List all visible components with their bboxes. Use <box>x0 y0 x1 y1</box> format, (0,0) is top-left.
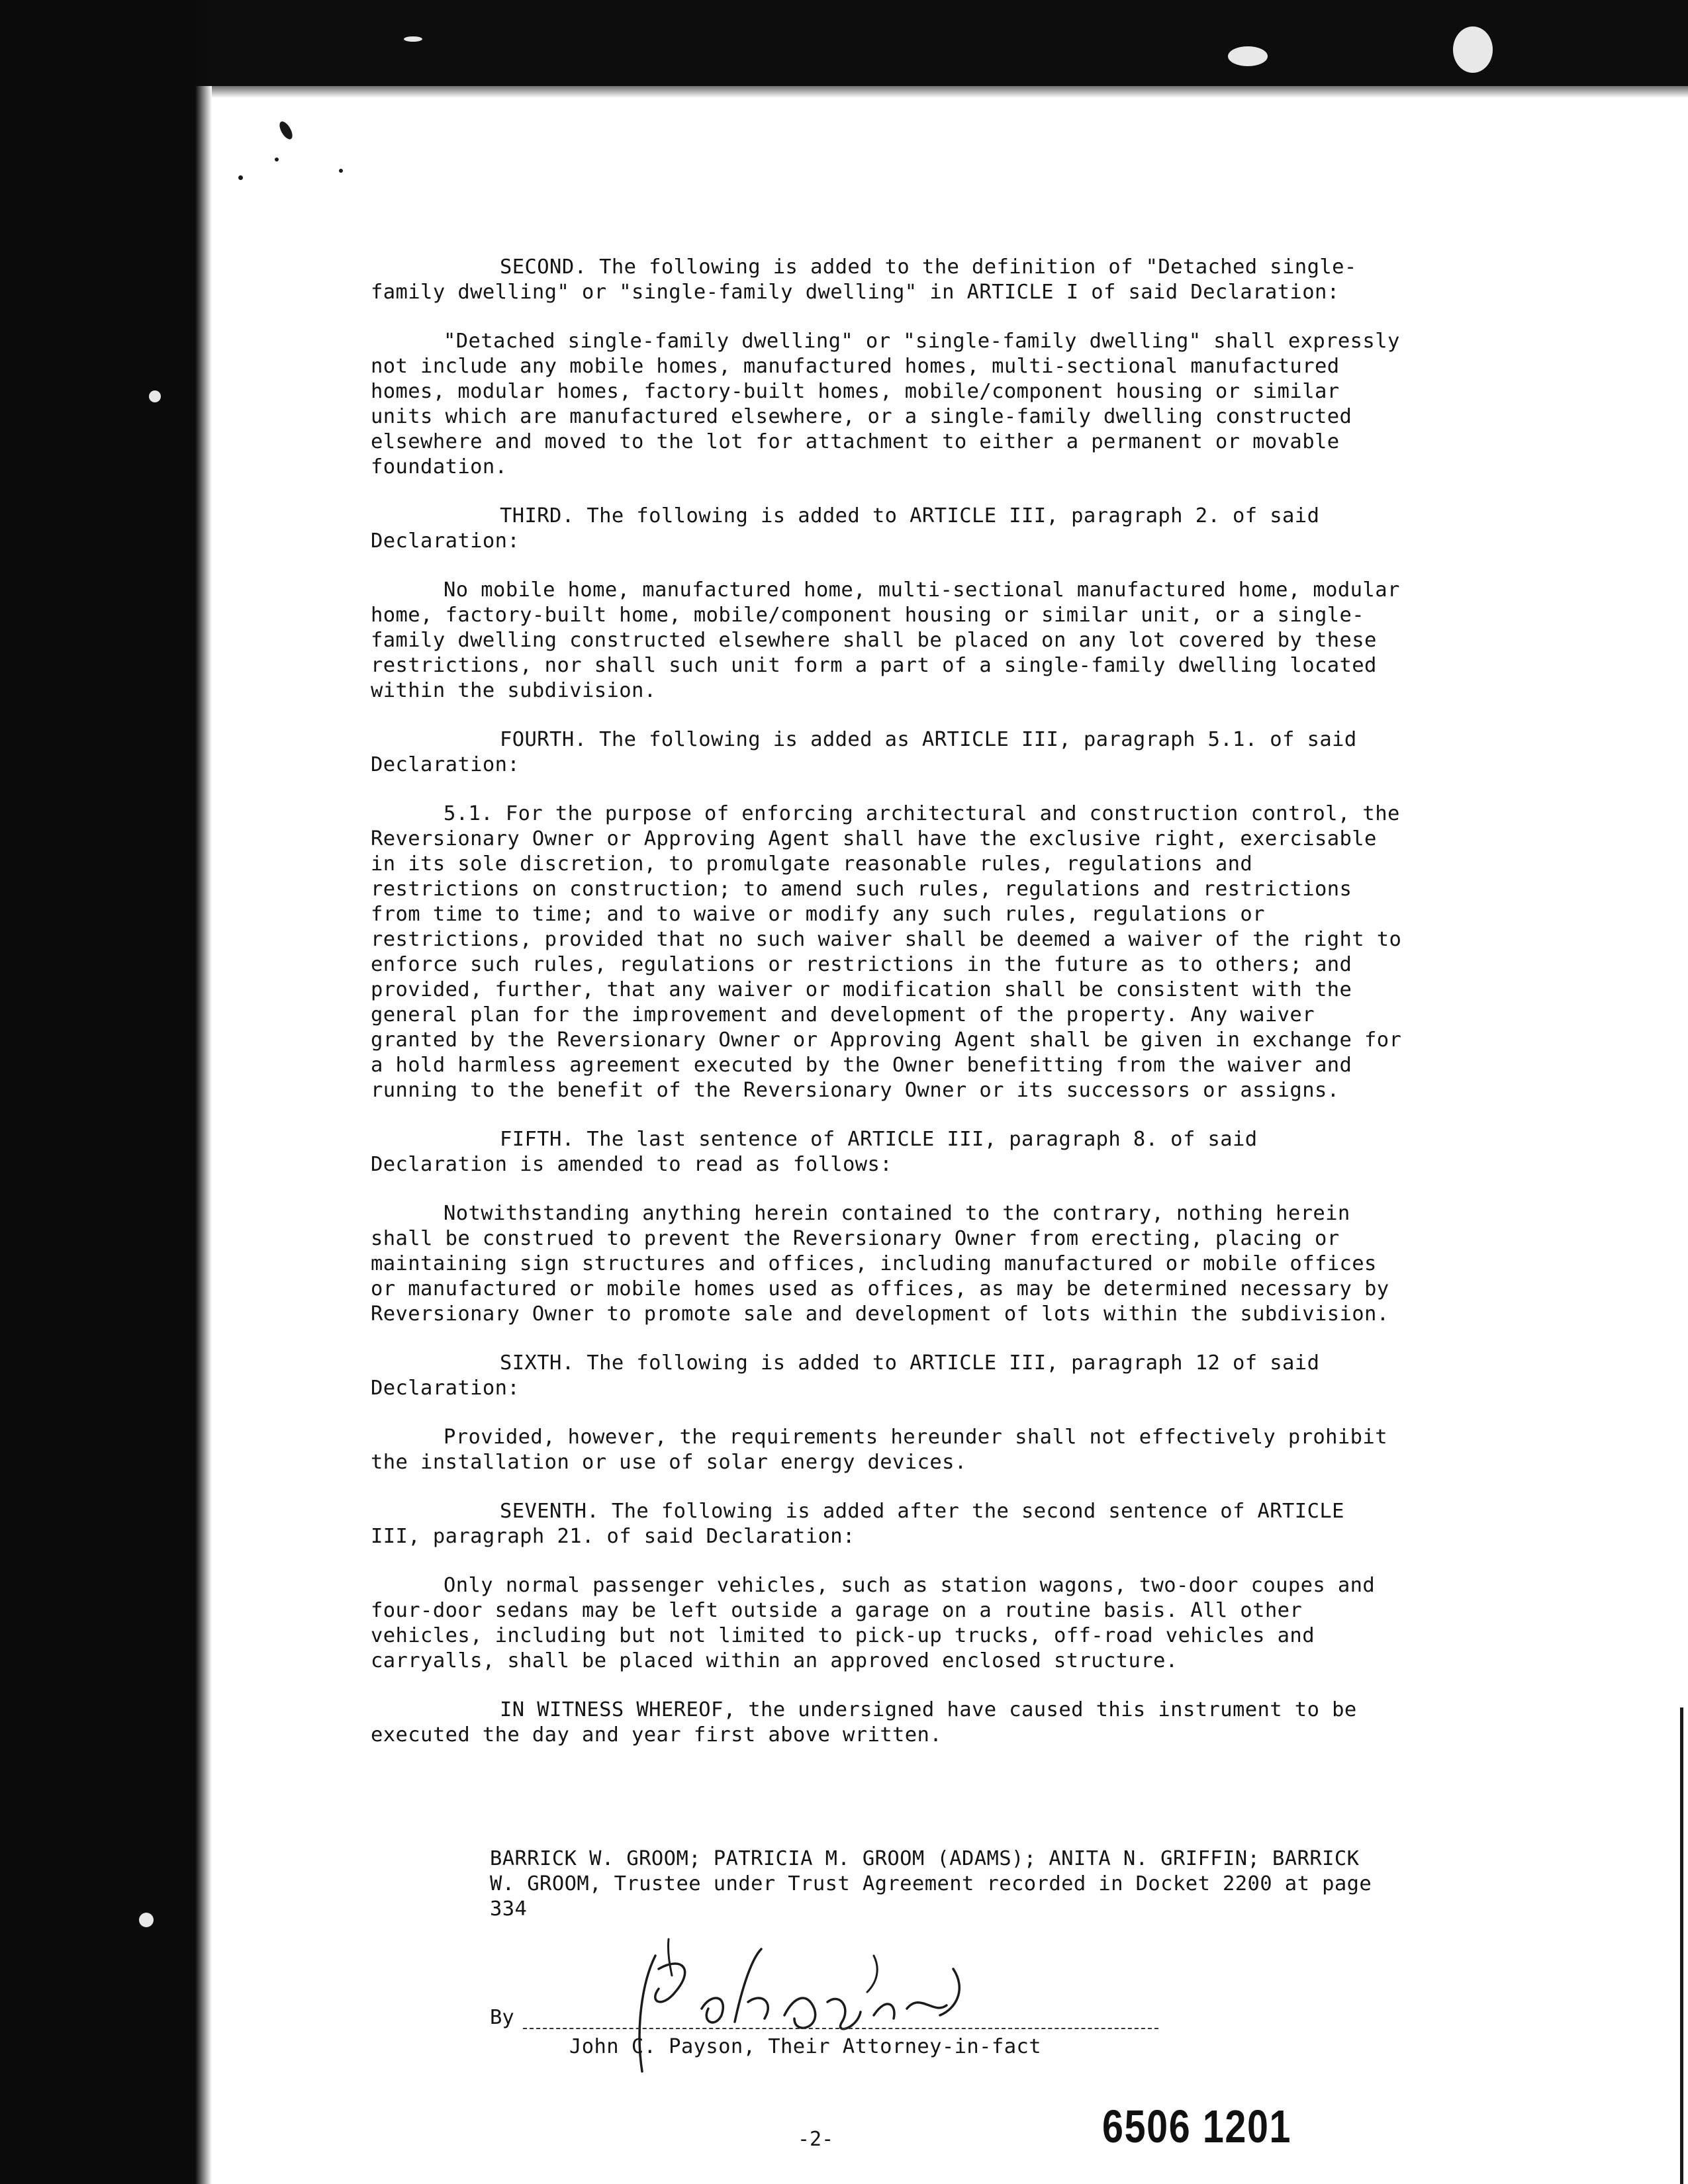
signer-name: John C. Payson, Their Attorney-in-fact <box>569 2035 1041 2058</box>
paragraph-sixth: SIXTH. The following is added to ARTICLE III, paragraph 12 of said Declaration: <box>371 1351 1333 1400</box>
recording-stamp: 6506 1201 <box>1102 2101 1292 2152</box>
by-label: By <box>490 2006 514 2029</box>
scan-speck-light <box>1453 26 1493 73</box>
scan-speck <box>339 169 343 173</box>
paragraph-third: THIRD. The following is added to ARTICLE III, paragraph 2. of said Declaration: <box>371 504 1333 553</box>
scan-speck-light <box>139 1913 154 1927</box>
paragraph-seventh-quote: Only normal passenger vehicles, such as station wagons, two-door coupes and four-door sedans may be left outside a garage on a routine basis. All other vehicles, including but not limited to pick-up trucks, off-road vehicles and carryalls, shall be placed within an approved enclosed structure. <box>371 1574 1387 1672</box>
scan-speck-light <box>404 36 422 42</box>
document-body <box>371 255 1415 1772</box>
paragraph-fifth: FIFTH. The last sentence of ARTICLE III, paragraph 8. of said Declaration is amended to read as follows: <box>371 1128 1270 1176</box>
paragraph-fourth-quote: 5.1. For the purpose of enforcing architectural and construction control, the Reversionary Owner or Approving Agent shall have the exclusive right, exercisable in its sole discretion, to promulgate reasonable rules, regulations and restrictions on construction; to amend such rules, regulations and restrictions from time to time; and to waive or modify any such rules, regulations or restrictions, provided that no such waiver shall be deemed a waiver of the right to enforce such rules, regulations or restrictions in the future as to others; and provided, further, that any waiver or modification shall be consistent with the general plan for the improvement and development of the property. Any waiver granted by the Reversionary Owner or Approving Agent shall be given in exchange for a hold harmless agreement executed by the Owner benefitting from the waiver and running to the benefit of the Reversionary Owner or its successors or assigns. <box>371 802 1415 1102</box>
signatory-parties: BARRICK W. GROOM; PATRICIA M. GROOM (ADAMS); ANITA N. GRIFFIN; BARRICK W. GROOM, Trustee under Trust Agreement recorded in Docket 2200 at page 334 <box>490 1847 1372 1921</box>
scan-left-edge <box>195 0 212 2184</box>
signature-line <box>523 2028 1158 2029</box>
paragraph-fifth-quote: Notwithstanding anything herein contained to the contrary, nothing herein shall be construed to prevent the Reversionary Owner from erecting, placing or maintaining sign structures and offices, including manufactured or mobile offices or manufactured or mobile homes used as offices, as may be determined necessary by Reversionary Owner to promote sale and development of lots within the subdivision. <box>371 1202 1402 1326</box>
scan-speck <box>277 120 295 142</box>
paragraph-witness: IN WITNESS WHEREOF, the undersigned have caused this instrument to be executed the day and year first above written. <box>371 1698 1370 1747</box>
paragraph-seventh: SEVENTH. The following is added after the second sentence of ARTICLE III, paragraph 21. of said Declaration: <box>371 1500 1357 1548</box>
scan-speck <box>238 175 243 180</box>
scan-top-border <box>0 0 1688 86</box>
scan-right-line <box>1680 1707 1683 2184</box>
paragraph-second: SECOND. The following is added to the definition of "Detached single-family dwelling" or "single-family dwelling" in ARTICLE I of said Declaration: <box>371 255 1357 304</box>
paragraph-third-quote: No mobile home, manufactured home, multi-sectional manufactured home, modular home, factory-built home, mobile/component housing or similar unit, or a single-family dwelling constructed elsewhere shall be placed on any lot covered by these restrictions, nor shall such unit form a part of a single-family dwelling located within the subdivision. <box>371 578 1413 702</box>
paragraph-second-quote: "Detached single-family dwelling" or "single-family dwelling" shall expressly not include any mobile homes, manufactured homes, multi-sectional manufactured homes, modular homes, factory-built homes, mobile/component housing or similar units which are manufactured elsewhere, or a single-family dwelling constructed elsewhere and moved to the lot for attachment to either a permanent or movable foundation. <box>371 330 1413 478</box>
page-number: -2- <box>798 2128 834 2151</box>
scan-speck-light <box>149 390 161 402</box>
paragraph-sixth-quote: Provided, however, the requirements hereunder shall not effectively prohibit the installation or use of solar energy devices. <box>371 1426 1400 1474</box>
scan-top-fade <box>212 78 1688 98</box>
scan-speck <box>275 158 279 161</box>
scan-left-border <box>0 0 195 2184</box>
paragraph-fourth: FOURTH. The following is added as ARTICLE III, paragraph 5.1. of said Declaration: <box>371 728 1370 776</box>
scan-speck-light <box>1228 46 1268 66</box>
